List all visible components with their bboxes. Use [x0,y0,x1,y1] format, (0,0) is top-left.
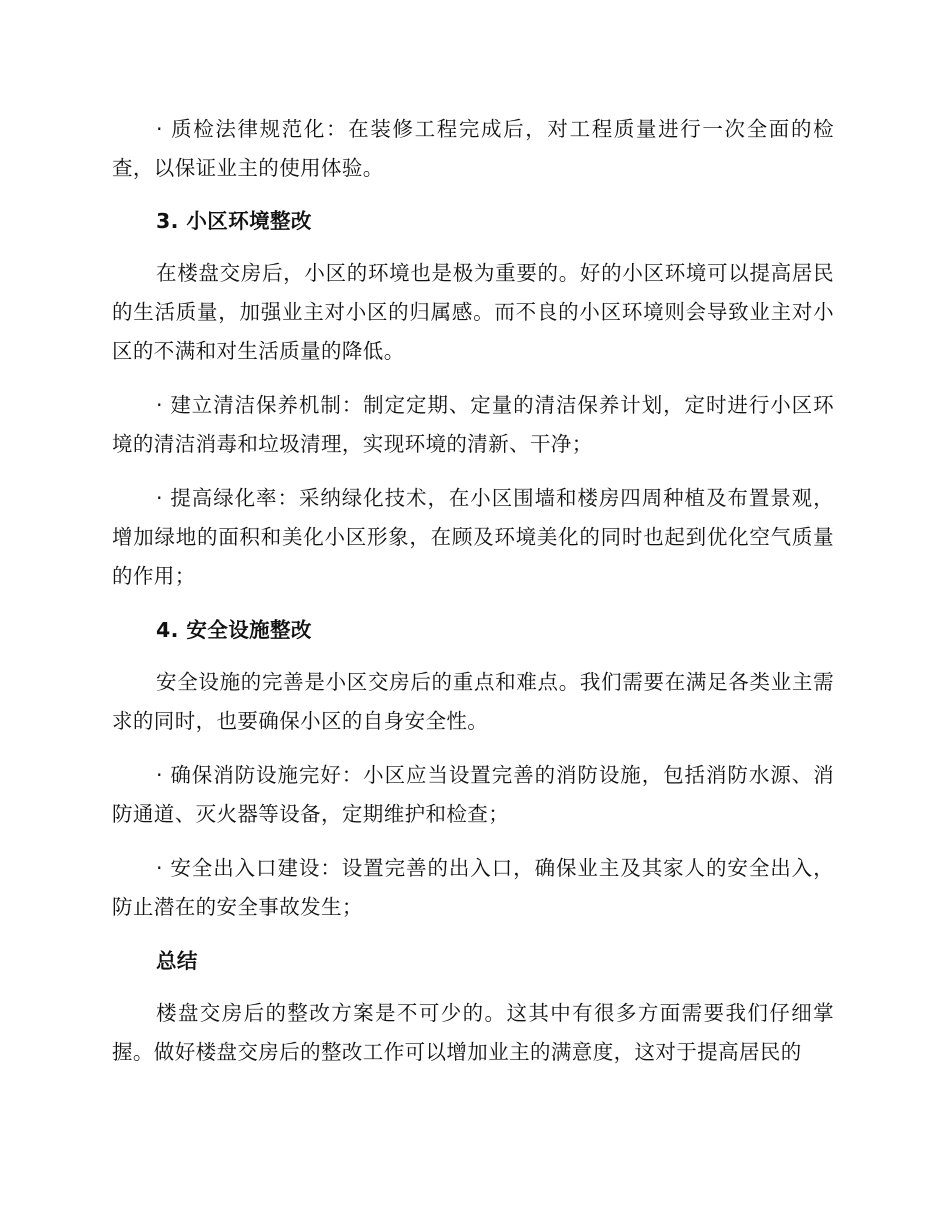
paragraph-greening-rate: · 提高绿化率：采纳绿化技术，在小区围墙和楼房四周种植及布置景观，增加绿地的面积和美化小区形象，在顾及环境美化的同时也起到优化空气质量的作用； [112,486,834,588]
section-heading-safety: 4. 安全设施整改 [156,618,312,642]
section-heading-environment: 3. 小区环境整改 [156,209,312,233]
paragraph-environment-intro: 在楼盘交房后，小区的环境也是极为重要的。好的小区环境可以提高居民的生活质量，加强业主对小区的归属感。而不良的小区环境则会导致业主对小区的不满和对生活质量的降低。 [112,261,834,363]
paragraph-safe-entrances: · 安全出入口建设：设置完善的出入口，确保业主及其家人的安全出入，防止潜在的安全事故发生； [112,856,834,919]
paragraph-cleaning-mechanism: · 建立清洁保养机制：制定定期、定量的清洁保养计划，定时进行小区环境的清洁消毒和垃圾清理，实现环境的清新、干净； [112,393,834,456]
paragraph-fire-facilities: · 确保消防设施完好：小区应当设置完善的消防设施，包括消防水源、消防通道、灭火器等设备，定期维护和检查； [112,763,834,826]
paragraph-quality-inspection: · 质检法律规范化：在装修工程完成后，对工程质量进行一次全面的检查，以保证业主的使用体验。 [112,117,834,180]
paragraph-safety-intro: 安全设施的完善是小区交房后的重点和难点。我们需要在满足各类业主需求的同时，也要确保小区的自身安全性。 [112,670,834,733]
document-body [112,110,834,1087]
section-heading-summary: 总结 [156,949,198,973]
paragraph-summary: 楼盘交房后的整改方案是不可少的。这其中有很多方面需要我们仔细掌握。做好楼盘交房后的整改工作可以增加业主的满意度，这对于提高居民的 [112,1001,834,1064]
